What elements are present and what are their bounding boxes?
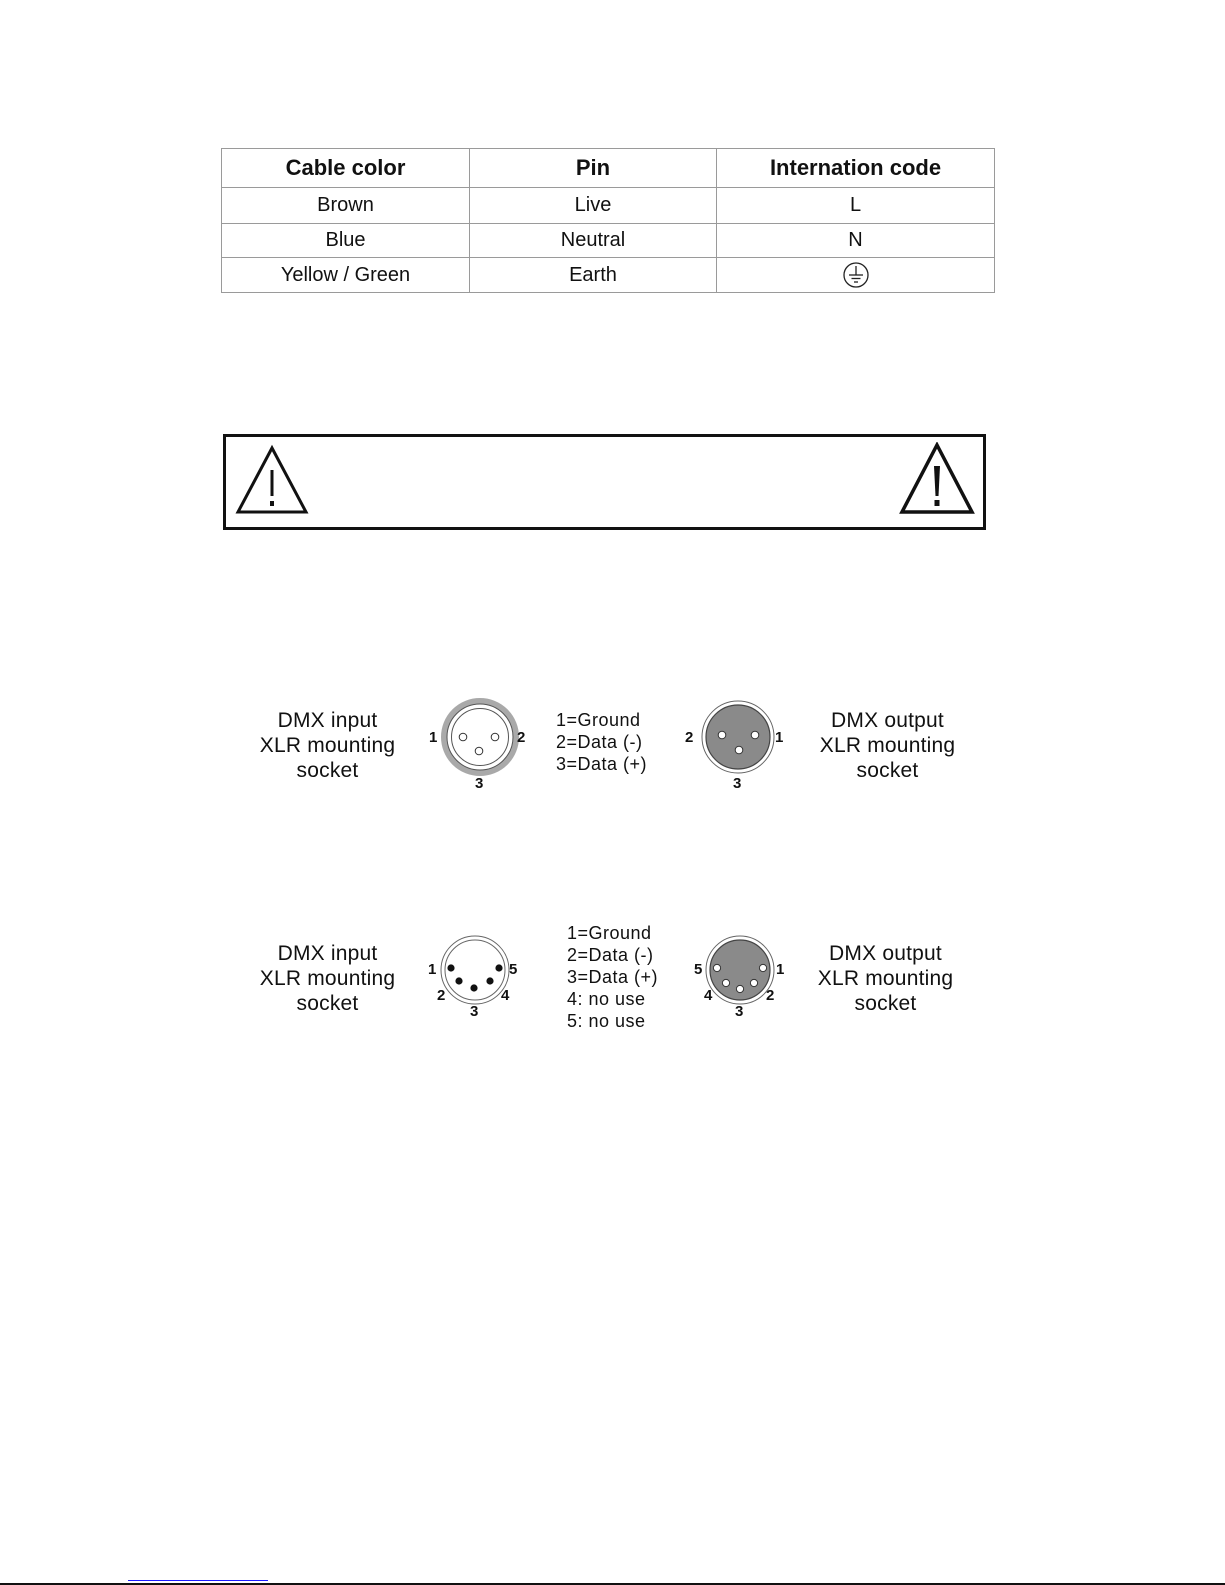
pin-label: 3 [733, 775, 742, 792]
table-row [222, 258, 995, 293]
cell-cable-color: Blue [222, 224, 470, 258]
warning-box [223, 434, 986, 530]
cell-code: N [717, 224, 995, 258]
dmx-input-label-3pin: DMX input XLR mounting socket [259, 709, 396, 782]
wiring-table [221, 148, 995, 293]
table-header-row [222, 149, 995, 188]
pin-label: 3 [735, 1003, 744, 1020]
cell-pin: Live [470, 188, 717, 224]
xlr3-output-socket-diagram [698, 697, 778, 777]
cell-code: L [717, 188, 995, 224]
pin-legend-3pin: 1=Ground 2=Data (-) 3=Data (+) [556, 710, 648, 774]
warning-triangle-icon [234, 444, 310, 516]
table-row [222, 188, 995, 224]
pin-label: 2 [437, 987, 446, 1004]
pin-label: 5 [509, 961, 518, 978]
dmx-output-label-3pin: DMX output XLR mounting socket [819, 709, 956, 782]
cell-code [717, 258, 995, 293]
header-internation-code: Internation code [717, 149, 995, 188]
dmx-output-label-5pin: DMX output XLR mounting socket [817, 942, 954, 1015]
header-cable-color: Cable color [222, 149, 470, 188]
pin-label: 1 [775, 729, 784, 746]
cell-pin: Earth [470, 258, 717, 293]
dmx-input-label-5pin: DMX input XLR mounting socket [259, 942, 396, 1015]
protective-earth-icon [842, 261, 870, 289]
pin-legend-5pin: 1=Ground 2=Data (-) 3=Data (+) 4: no use 5: no use [567, 923, 659, 1031]
pin-label: 3 [475, 775, 484, 792]
pin-label: 1 [428, 961, 437, 978]
pin-label: 1 [776, 961, 785, 978]
warning-triangle-icon [899, 442, 975, 516]
footer-link-underline [128, 1580, 268, 1581]
header-pin: Pin [470, 149, 717, 188]
cell-pin: Neutral [470, 224, 717, 258]
table-row [222, 224, 995, 258]
pin-label: 5 [694, 961, 703, 978]
pin-label: 2 [685, 729, 694, 746]
cell-cable-color: Yellow / Green [222, 258, 470, 293]
pin-label: 2 [517, 729, 526, 746]
pin-label: 3 [470, 1003, 479, 1020]
pin-label: 4 [704, 987, 713, 1004]
pin-label: 4 [501, 987, 510, 1004]
pin-label: 2 [766, 987, 775, 1004]
pin-label: 1 [429, 729, 438, 746]
xlr3-input-socket-diagram [440, 697, 520, 777]
cell-cable-color: Brown [222, 188, 470, 224]
